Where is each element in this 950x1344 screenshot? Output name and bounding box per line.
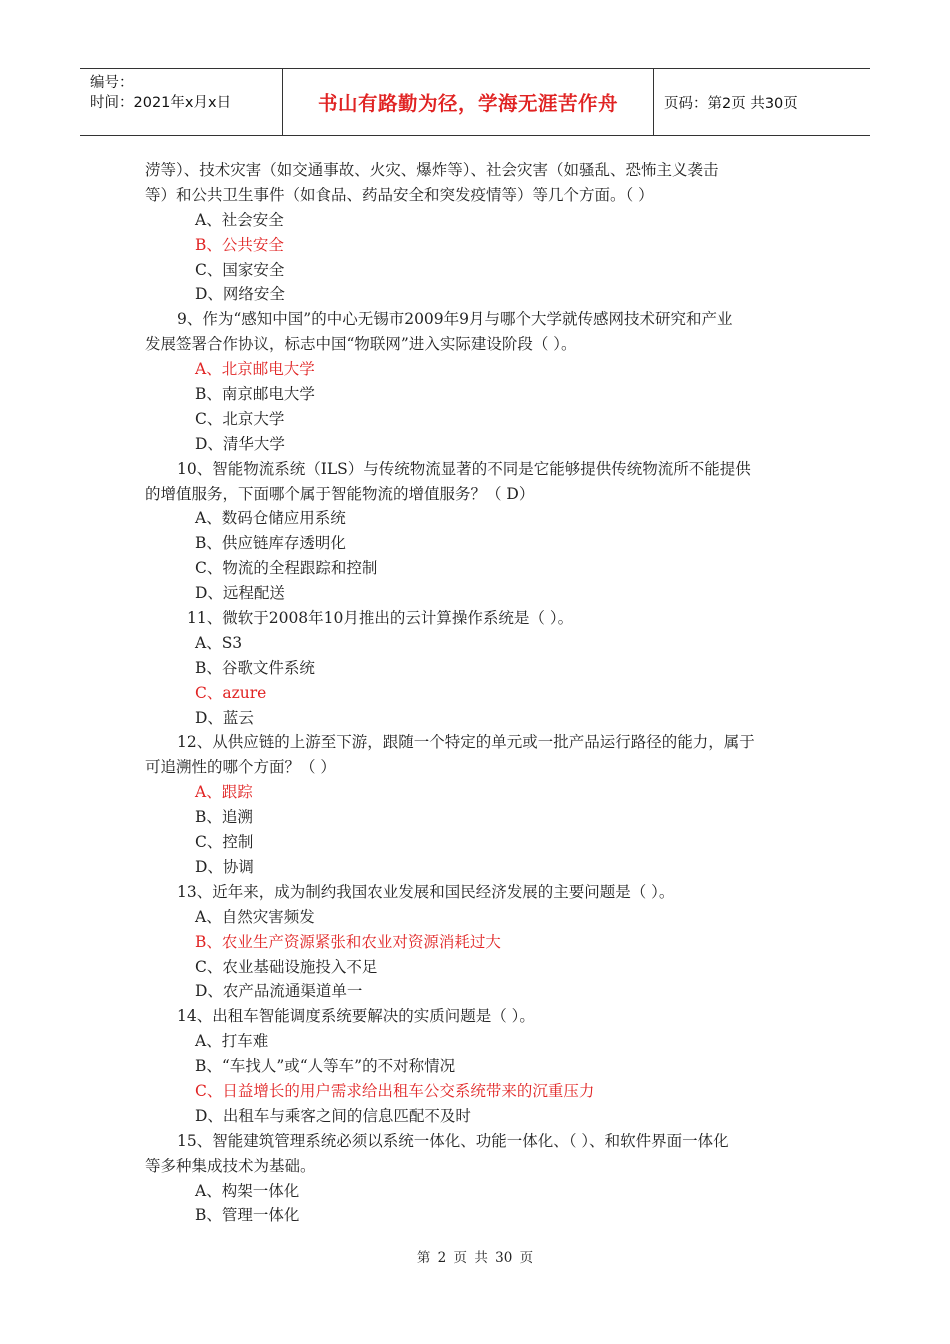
- question-text: 15、智能建筑管理系统必须以系统一体化、功能一体化、（ ）、和软件界面一体化: [177, 1131, 729, 1150]
- page-label: 页码：第2页 共30页: [664, 95, 798, 112]
- answer-option: C、国家安全: [195, 260, 285, 279]
- page-header: [80, 68, 870, 136]
- answer-option: B、追溯: [195, 808, 253, 827]
- body-text-line: 的增值服务，下面哪个属于智能物流的增值服务？（ D）: [145, 484, 535, 503]
- answer-option: B、供应链库存透明化: [195, 534, 346, 553]
- time-label: 时间：2021年x月x日: [90, 95, 232, 111]
- body-text-line: 发展签署合作协议，标志中国“物联网”进入实际建设阶段（ ）。: [145, 335, 577, 354]
- question-text: 9、作为“感知中国”的中心无锡市2009年9月与哪个大学就传感网技术研究和产业: [177, 310, 733, 329]
- body-text-line: 涝等）、技术灾害（如交通事故、火灾、爆炸等）、社会灾害（如骚乱、恐怖主义袭击: [145, 161, 719, 179]
- answer-option: C、北京大学: [195, 409, 285, 428]
- body-text-line: 可追溯性的哪个方面？（ ）: [145, 758, 336, 777]
- answer-option: B、管理一体化: [195, 1206, 300, 1225]
- answer-option: C、azure: [195, 683, 267, 702]
- answer-option: A、社会安全: [195, 210, 284, 229]
- answer-option: D、协调: [195, 857, 254, 876]
- answer-option: D、农产品流通渠道单一: [195, 982, 363, 1001]
- answer-option: A、跟踪: [195, 783, 253, 802]
- answer-option: B、谷歌文件系统: [195, 658, 315, 677]
- page-footer: 第 2 页 共 30 页: [416, 1250, 534, 1266]
- answer-option: A、打车难: [195, 1032, 269, 1051]
- number-label: 编号：: [90, 75, 134, 91]
- answer-option: A、北京邮电大学: [195, 360, 315, 379]
- answer-option: A、自然灾害频发: [195, 907, 315, 926]
- question-text: 12、从供应链的上游至下游，跟随一个特定的单元或一批产品运行路径的能力，属于: [177, 733, 755, 752]
- body-text-line: 等多种集成技术为基础。: [145, 1156, 316, 1175]
- answer-option: C、农业基础设施投入不足: [195, 957, 378, 976]
- answer-option: B、“车找人”或“人等车”的不对称情况: [195, 1057, 456, 1076]
- header-page-cell: [654, 69, 870, 135]
- motto-text: 书山有路勤为径，学海无涯苦作舟: [317, 92, 618, 115]
- answer-option: D、网络安全: [195, 285, 285, 304]
- answer-option: A、S3: [195, 633, 243, 652]
- answer-option: C、控制: [195, 833, 254, 852]
- answer-option: B、农业生产资源紧张和农业对资源消耗过大: [195, 932, 501, 951]
- question-text: 11、微软于2008年10月推出的云计算操作系统是（ ）。: [187, 609, 574, 628]
- answer-option: D、出租车与乘客之间的信息匹配不及时: [195, 1106, 471, 1125]
- answer-option: B、南京邮电大学: [195, 385, 315, 404]
- answer-option: C、物流的全程跟踪和控制: [195, 559, 378, 578]
- header-info-cell: [80, 69, 283, 135]
- header-motto-cell: [283, 69, 654, 135]
- document-body: [145, 158, 810, 1228]
- question-text: 14、出租车智能调度系统要解决的实质问题是（ ）。: [177, 1007, 535, 1026]
- question-text: 10、智能物流系统（ILS）与传统物流显著的不同是它能够提供传统物流所不能提供: [177, 459, 751, 478]
- answer-option: D、蓝云: [195, 708, 254, 727]
- answer-option: B、公共安全: [195, 235, 284, 254]
- answer-option: C、日益增长的用户需求给出租车公交系统带来的沉重压力: [195, 1081, 595, 1100]
- answer-option: A、数码仓储应用系统: [195, 509, 346, 528]
- question-text: 13、近年来，成为制约我国农业发展和国民经济发展的主要问题是（ ）。: [177, 882, 675, 901]
- answer-option: D、远程配送: [195, 584, 285, 603]
- answer-option: D、清华大学: [195, 434, 285, 453]
- answer-option: A、构架一体化: [195, 1181, 300, 1200]
- body-text-line: 等）和公共卫生事件（如食品、药品安全和突发疫情等）等几个方面。（ ）: [145, 185, 654, 204]
